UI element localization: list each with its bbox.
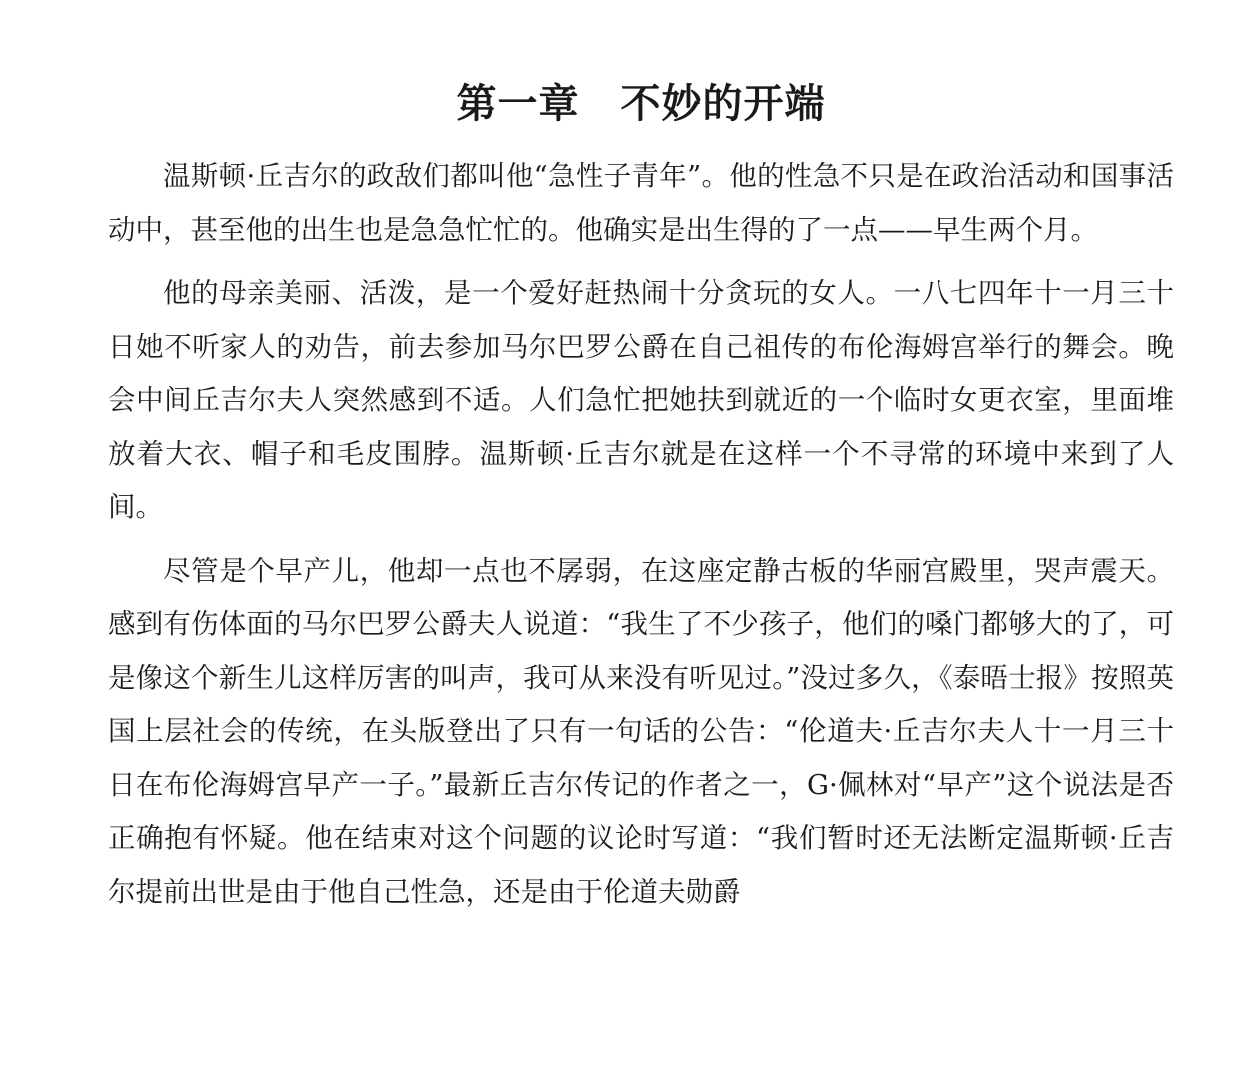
chapter-body: [108, 150, 1174, 929]
chapter-title: 第一章 不妙的开端: [456, 80, 826, 127]
paragraph-2: 他的母亲美丽、活泼，是一个爱好赶热闹十分贪玩的女人。一八七四年十一月三十日她不听家人的劝告，前去参加马尔巴罗公爵在自己祖传的布伦海姆宫举行的舞会。晚会中间丘吉尔夫人突然感到不适。人们急忙把她扶到就近的一个临时女更衣室，里面堆放着大衣、帽子和毛皮围脖。温斯顿·丘吉尔就是在这样一个不寻常的环境中来到了人间。: [108, 277, 1174, 523]
paragraph-1: 温斯顿·丘吉尔的政敌们都叫他“急性子青年”。他的性急不只是在政治活动和国事活动中，甚至他的出生也是急急忙忙的。他确实是出生得的了一点——早生两个月。: [108, 160, 1174, 246]
paragraph-3: 尽管是个早产儿，他却一点也不孱弱，在这座定静古板的华丽宫殿里，哭声震天。感到有伤体面的马尔巴罗公爵夫人说道：“我生了不少孩子，他们的嗓门都够大的了，可是像这个新生儿这样厉害的叫声，我可从来没有听见过。”没过多久，《泰晤士报》按照英国上层社会的传统，在头版登出了只有一句话的公告：“伦道夫·丘吉尔夫人十一月三十日在布伦海姆宫早产一子。”最新丘吉尔传记的作者之一，G·佩林对“早产”这个说法是否正确抱有怀疑。他在结束对这个问题的议论时写道：“我们暂时还无法断定温斯顿·丘吉尔提前出世是由于他自己性急，还是由于伦道夫勋爵: [108, 554, 1174, 908]
